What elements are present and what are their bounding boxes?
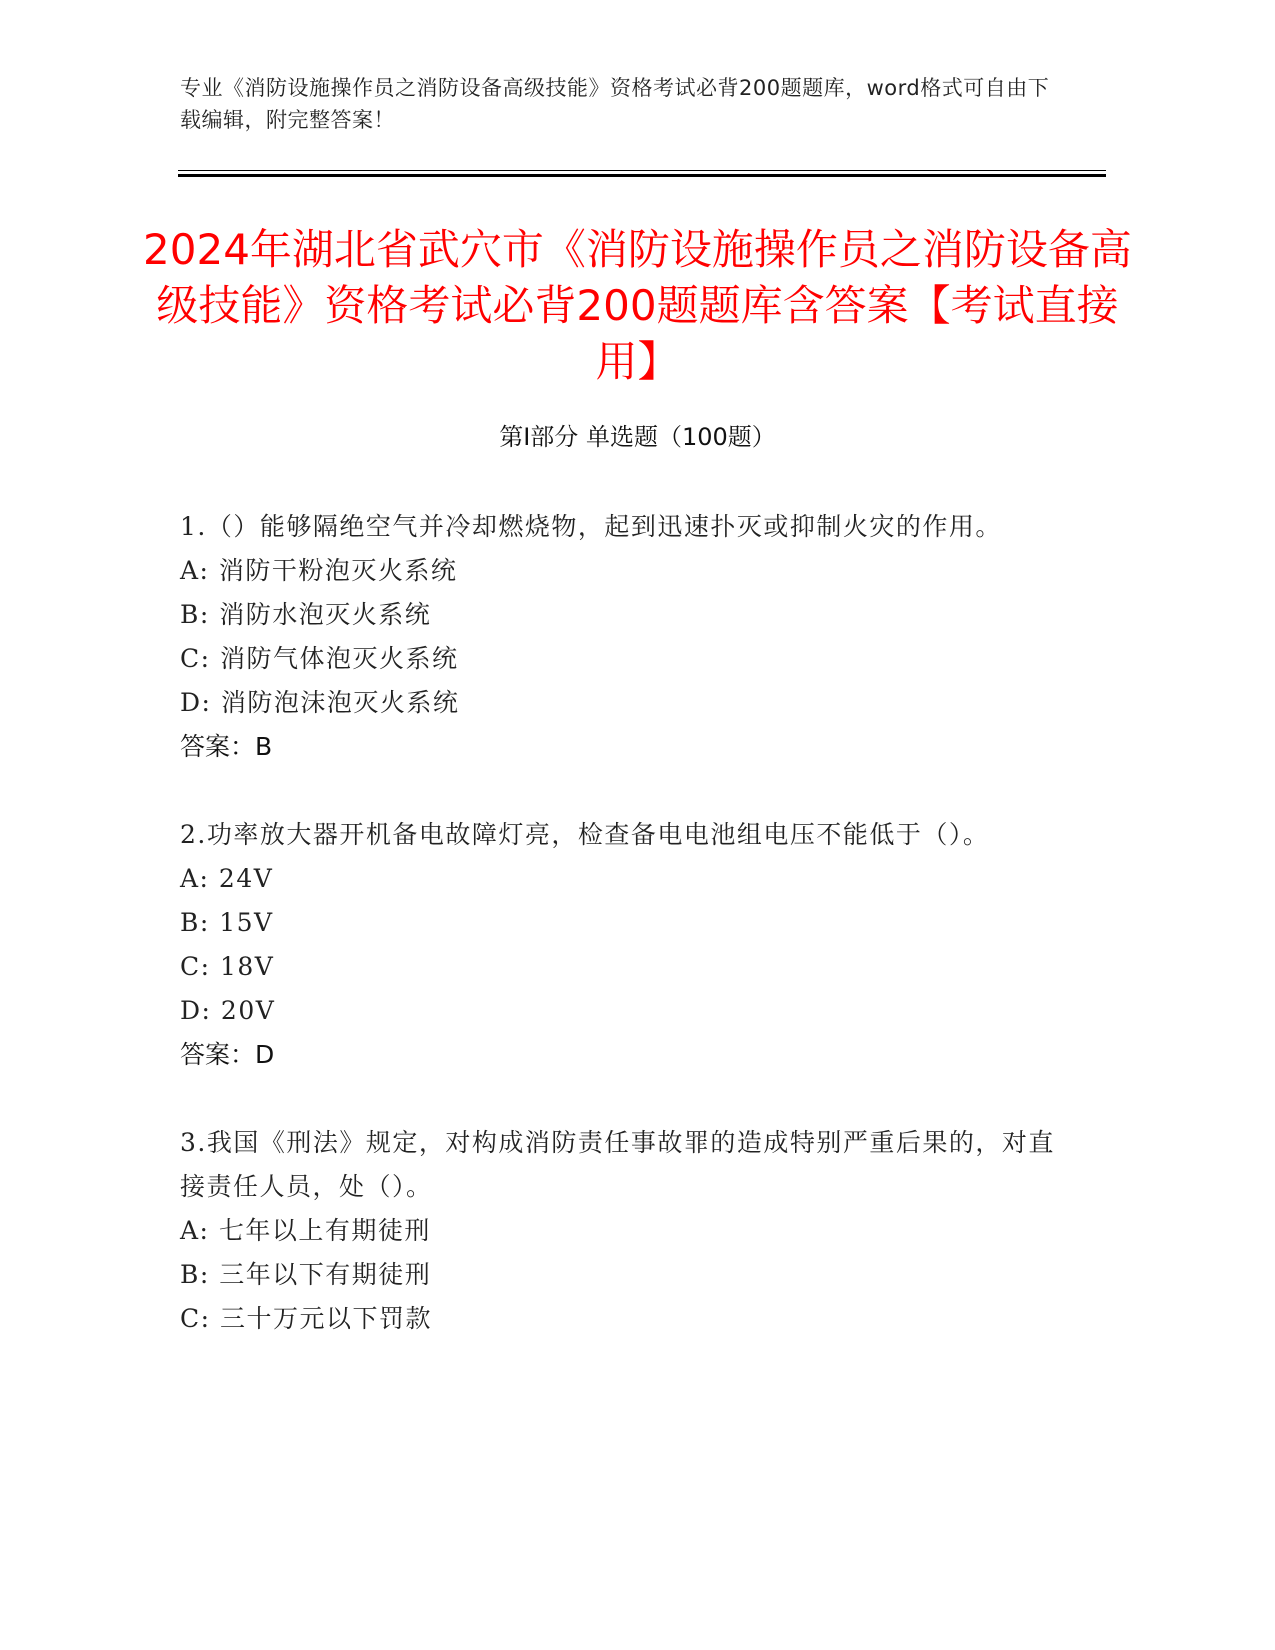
header-note: 专业《消防设施操作员之消防设备高级技能》资格考试必背200题题库，word格式可自由下载编辑，附完整答案！: [180, 76, 1050, 132]
option-a: A: 七年以上有期徒刑: [180, 1216, 431, 1245]
option-d: D: 20V: [180, 996, 276, 1025]
option-b: B: 三年以下有期徒刑: [180, 1260, 432, 1289]
question-1: [180, 505, 1080, 769]
question-stem: 2.功率放大器开机备电故障灯亮，检查备电电池组电压不能低于（）。: [180, 820, 990, 849]
question-list: [180, 505, 1080, 1385]
question-3: [180, 1121, 1080, 1341]
option-c: C: 18V: [180, 952, 275, 981]
option-a: A: 24V: [180, 864, 274, 893]
header-divider-thick: [178, 174, 1106, 177]
document-title: 2024年湖北省武穴市《消防设施操作员之消防设备高级技能》资格考试必背200题题库含答案【考试直接用】: [143, 225, 1132, 386]
question-stem: 3.我国《刑法》规定，对构成消防责任事故罪的造成特别严重后果的，对直接责任人员，处（）。: [180, 1128, 1055, 1201]
header-divider-thin: [178, 170, 1106, 171]
option-a: A: 消防干粉泡灭火系统: [180, 556, 458, 585]
option-b: B: 15V: [180, 908, 274, 937]
option-c: C: 三十万元以下罚款: [180, 1304, 432, 1333]
option-c: C: 消防气体泡灭火系统: [180, 644, 459, 673]
answer-line: 答案：D: [180, 1040, 275, 1069]
answer-line: 答案：B: [180, 732, 273, 761]
question-2: [180, 813, 1080, 1077]
question-stem: 1.（）能够隔绝空气并冷却燃烧物，起到迅速扑灭或抑制火灾的作用。: [180, 512, 1002, 541]
option-b: B: 消防水泡灭火系统: [180, 600, 432, 629]
option-d: D: 消防泡沫泡灭火系统: [180, 688, 460, 717]
section-title: 第I部分 单选题（100题）: [499, 423, 776, 451]
